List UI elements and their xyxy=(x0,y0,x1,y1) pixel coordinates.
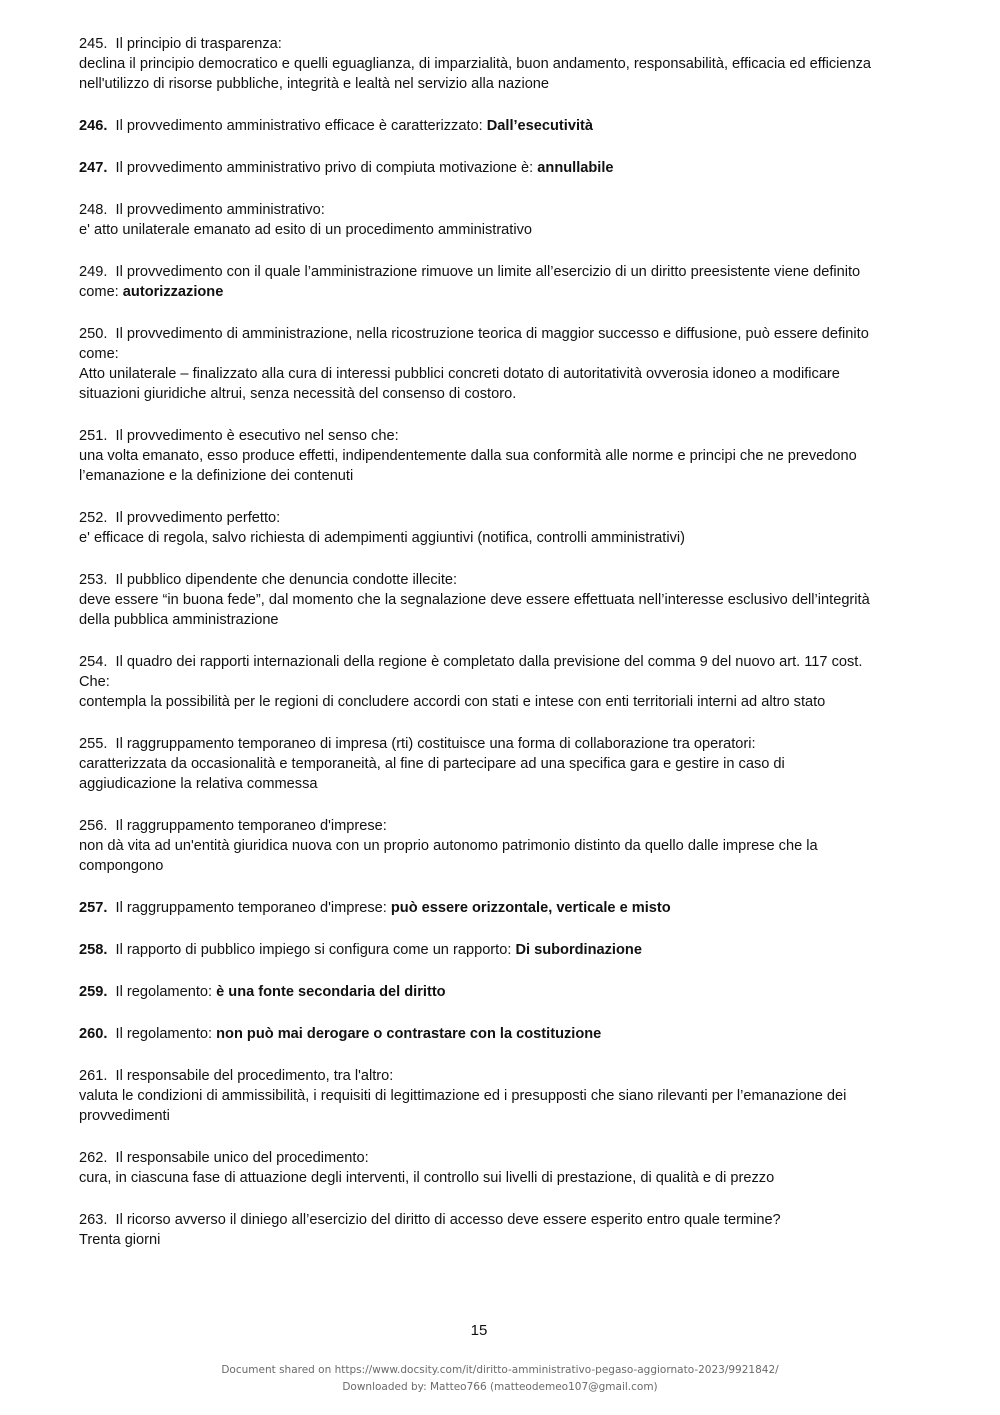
question-number: 261. xyxy=(79,1068,108,1084)
question-line xyxy=(79,1148,899,1168)
answer-line: caratterizzata da occasionalità e temporaneità, al fine di partecipare ad una specifica gara e gestire in caso di xyxy=(79,756,785,772)
question-text: Il regolamento: xyxy=(115,1026,217,1042)
answer-line: provvedimenti xyxy=(79,1108,170,1124)
question-line xyxy=(79,508,899,528)
question-text: Il quadro dei rapporti internazionali della regione è completato dalla previsione del comma 9 del nuovo art. 117 cost. xyxy=(115,654,863,670)
question-item xyxy=(79,1148,899,1188)
question-number: 254. xyxy=(79,654,108,670)
question-item xyxy=(79,816,899,876)
answer-line: Atto unilaterale – finalizzato alla cura di interessi pubblici concreti dotato di autoritatività ovverosia idoneo a modificare xyxy=(79,366,840,382)
question-text: Il provvedimento di amministrazione, nella ricostruzione teorica di maggior successo e diffusione, può essere definito xyxy=(115,326,869,342)
question-text: Il provvedimento amministrativo privo di compiuta motivazione è: xyxy=(115,160,538,176)
page-number: 15 xyxy=(470,1322,488,1339)
answer-line: e' efficace di regola, salvo richiesta di adempimenti aggiuntivi (notifica, controlli amministrativi) xyxy=(79,530,685,546)
question-item xyxy=(79,940,899,960)
question-line xyxy=(79,982,899,1002)
answer-line: aggiudicazione la relativa commessa xyxy=(79,776,318,792)
question-number: 248. xyxy=(79,202,108,218)
question-line xyxy=(79,116,899,136)
question-line xyxy=(79,940,899,960)
question-text: Il raggruppamento temporaneo d'imprese: xyxy=(115,818,387,834)
answer-line: l’emanazione e la definizione dei contenuti xyxy=(79,468,354,484)
question-text: Il provvedimento perfetto: xyxy=(115,510,281,526)
question-line xyxy=(79,426,899,446)
question-item xyxy=(79,262,899,302)
answer-line: contempla la possibilità per le regioni di concludere accordi con stati e intese con enti territoriali interni ad altro stato xyxy=(79,694,826,710)
answer-text: Dall’esecutività xyxy=(486,118,593,134)
document-body xyxy=(79,34,899,1272)
answer-line: della pubblica amministrazione xyxy=(79,612,279,628)
question-text: Il raggruppamento temporaneo di impresa (rti) costituisce una forma di collaborazione tra operatori: xyxy=(115,736,756,752)
question-text: Il pubblico dipendente che denuncia condotte illecite: xyxy=(115,572,458,588)
question-number: 262. xyxy=(79,1150,108,1166)
question-number: 256. xyxy=(79,818,108,834)
question-line xyxy=(79,652,899,672)
question-text: Il responsabile unico del procedimento: xyxy=(115,1150,369,1166)
question-text-continued: come: xyxy=(79,346,119,362)
question-number: 253. xyxy=(79,572,108,588)
answer-line: deve essere “in buona fede”, dal momento che la segnalazione deve essere effettuata nell’interesse esclusivo dell’integrità xyxy=(79,592,870,608)
question-line xyxy=(79,200,899,220)
page-footer xyxy=(0,1362,1000,1396)
question-line xyxy=(79,158,899,178)
question-item xyxy=(79,116,899,136)
question-line xyxy=(79,34,899,54)
question-line xyxy=(79,324,899,344)
footer-shared-link[interactable]: Document shared on https://www.docsity.com/it/diritto-amministrativo-pegaso-aggiornato-2023/9921842/ xyxy=(221,1364,779,1376)
question-number: 245. xyxy=(79,36,108,52)
question-text-continued: come: xyxy=(79,284,123,300)
question-item xyxy=(79,1024,899,1044)
question-number: 251. xyxy=(79,428,108,444)
question-text: Il provvedimento con il quale l’amministrazione rimuove un limite all’esercizio di un diritto preesistente viene definito xyxy=(115,264,861,280)
question-line xyxy=(79,1210,899,1230)
question-number: 249. xyxy=(79,264,108,280)
question-text: Il provvedimento amministrativo efficace è caratterizzato: xyxy=(115,118,487,134)
question-line xyxy=(79,672,899,692)
question-text: Il regolamento: xyxy=(115,984,217,1000)
question-text: Il ricorso avverso il diniego all’esercizio del diritto di accesso deve essere esperito entro quale termine? xyxy=(115,1212,781,1228)
answer-text: è una fonte secondaria del diritto xyxy=(216,984,446,1000)
question-text: Il provvedimento è esecutivo nel senso che: xyxy=(115,428,399,444)
question-line xyxy=(79,570,899,590)
question-item xyxy=(79,426,899,486)
question-number: 255. xyxy=(79,736,108,752)
question-line xyxy=(79,734,899,754)
question-item xyxy=(79,200,899,240)
question-line xyxy=(79,898,899,918)
answer-line: Trenta giorni xyxy=(79,1232,161,1248)
answer-line: valuta le condizioni di ammissibilità, i requisiti di legittimazione ed i presupposti che siano rilevanti per l’emanazione dei xyxy=(79,1088,847,1104)
question-text: Il rapporto di pubblico impiego si configura come un rapporto: xyxy=(115,942,516,958)
question-number: 247. xyxy=(79,160,108,176)
question-item xyxy=(79,982,899,1002)
question-item xyxy=(79,324,899,404)
answer-line: situazioni giuridiche altrui, senza necessità del consenso di costoro. xyxy=(79,386,517,402)
question-text: Il raggruppamento temporaneo d'imprese: xyxy=(115,900,391,916)
question-line xyxy=(79,1066,899,1086)
answer-text: annullabile xyxy=(537,160,614,176)
question-item xyxy=(79,734,899,794)
footer-downloaded-by: Downloaded by: Matteo766 (matteodemeo107@gmail.com) xyxy=(342,1381,658,1393)
question-number: 263. xyxy=(79,1212,108,1228)
question-text: Il provvedimento amministrativo: xyxy=(115,202,325,218)
answer-line: e' atto unilaterale emanato ad esito di un procedimento amministrativo xyxy=(79,222,533,238)
question-item xyxy=(79,158,899,178)
answer-line: compongono xyxy=(79,858,164,874)
question-number: 252. xyxy=(79,510,108,526)
question-number: 260. xyxy=(79,1026,108,1042)
question-number: 257. xyxy=(79,900,108,916)
question-line xyxy=(79,344,899,364)
question-text: Il responsabile del procedimento, tra l'altro: xyxy=(115,1068,394,1084)
answer-text: può essere orizzontale, verticale e misto xyxy=(390,900,671,916)
answer-text: Di subordinazione xyxy=(515,942,642,958)
question-number: 258. xyxy=(79,942,108,958)
question-item xyxy=(79,898,899,918)
answer-text: non può mai derogare o contrastare con la costituzione xyxy=(216,1026,602,1042)
question-line xyxy=(79,282,899,302)
answer-line: declina il principio democratico e quelli eguaglianza, di imparzialità, buon andamento, responsabilità, efficacia ed efficienza xyxy=(79,56,872,72)
question-item xyxy=(79,34,899,94)
question-number: 246. xyxy=(79,118,108,134)
question-text: Il principio di trasparenza: xyxy=(115,36,282,52)
question-text-continued: Che: xyxy=(79,674,110,690)
question-number: 259. xyxy=(79,984,108,1000)
question-line xyxy=(79,262,899,282)
question-item xyxy=(79,508,899,548)
question-item xyxy=(79,1210,899,1250)
question-item xyxy=(79,1066,899,1126)
question-item xyxy=(79,570,899,630)
question-line xyxy=(79,1024,899,1044)
question-item xyxy=(79,652,899,712)
question-line xyxy=(79,816,899,836)
answer-line: non dà vita ad un'entità giuridica nuova con un proprio autonomo patrimonio distinto da quello dalle imprese che la xyxy=(79,838,818,854)
answer-line: nell'utilizzo di risorse pubbliche, integrità e lealtà nel servizio alla nazione xyxy=(79,76,550,92)
answer-line: cura, in ciascuna fase di attuazione degli interventi, il controllo sui livelli di prestazione, di qualità e di prezzo xyxy=(79,1170,775,1186)
question-number: 250. xyxy=(79,326,108,342)
answer-text: autorizzazione xyxy=(122,284,224,300)
answer-line: una volta emanato, esso produce effetti, indipendentemente dalla sua conformità alle norme e principi che ne prevedono xyxy=(79,448,857,464)
